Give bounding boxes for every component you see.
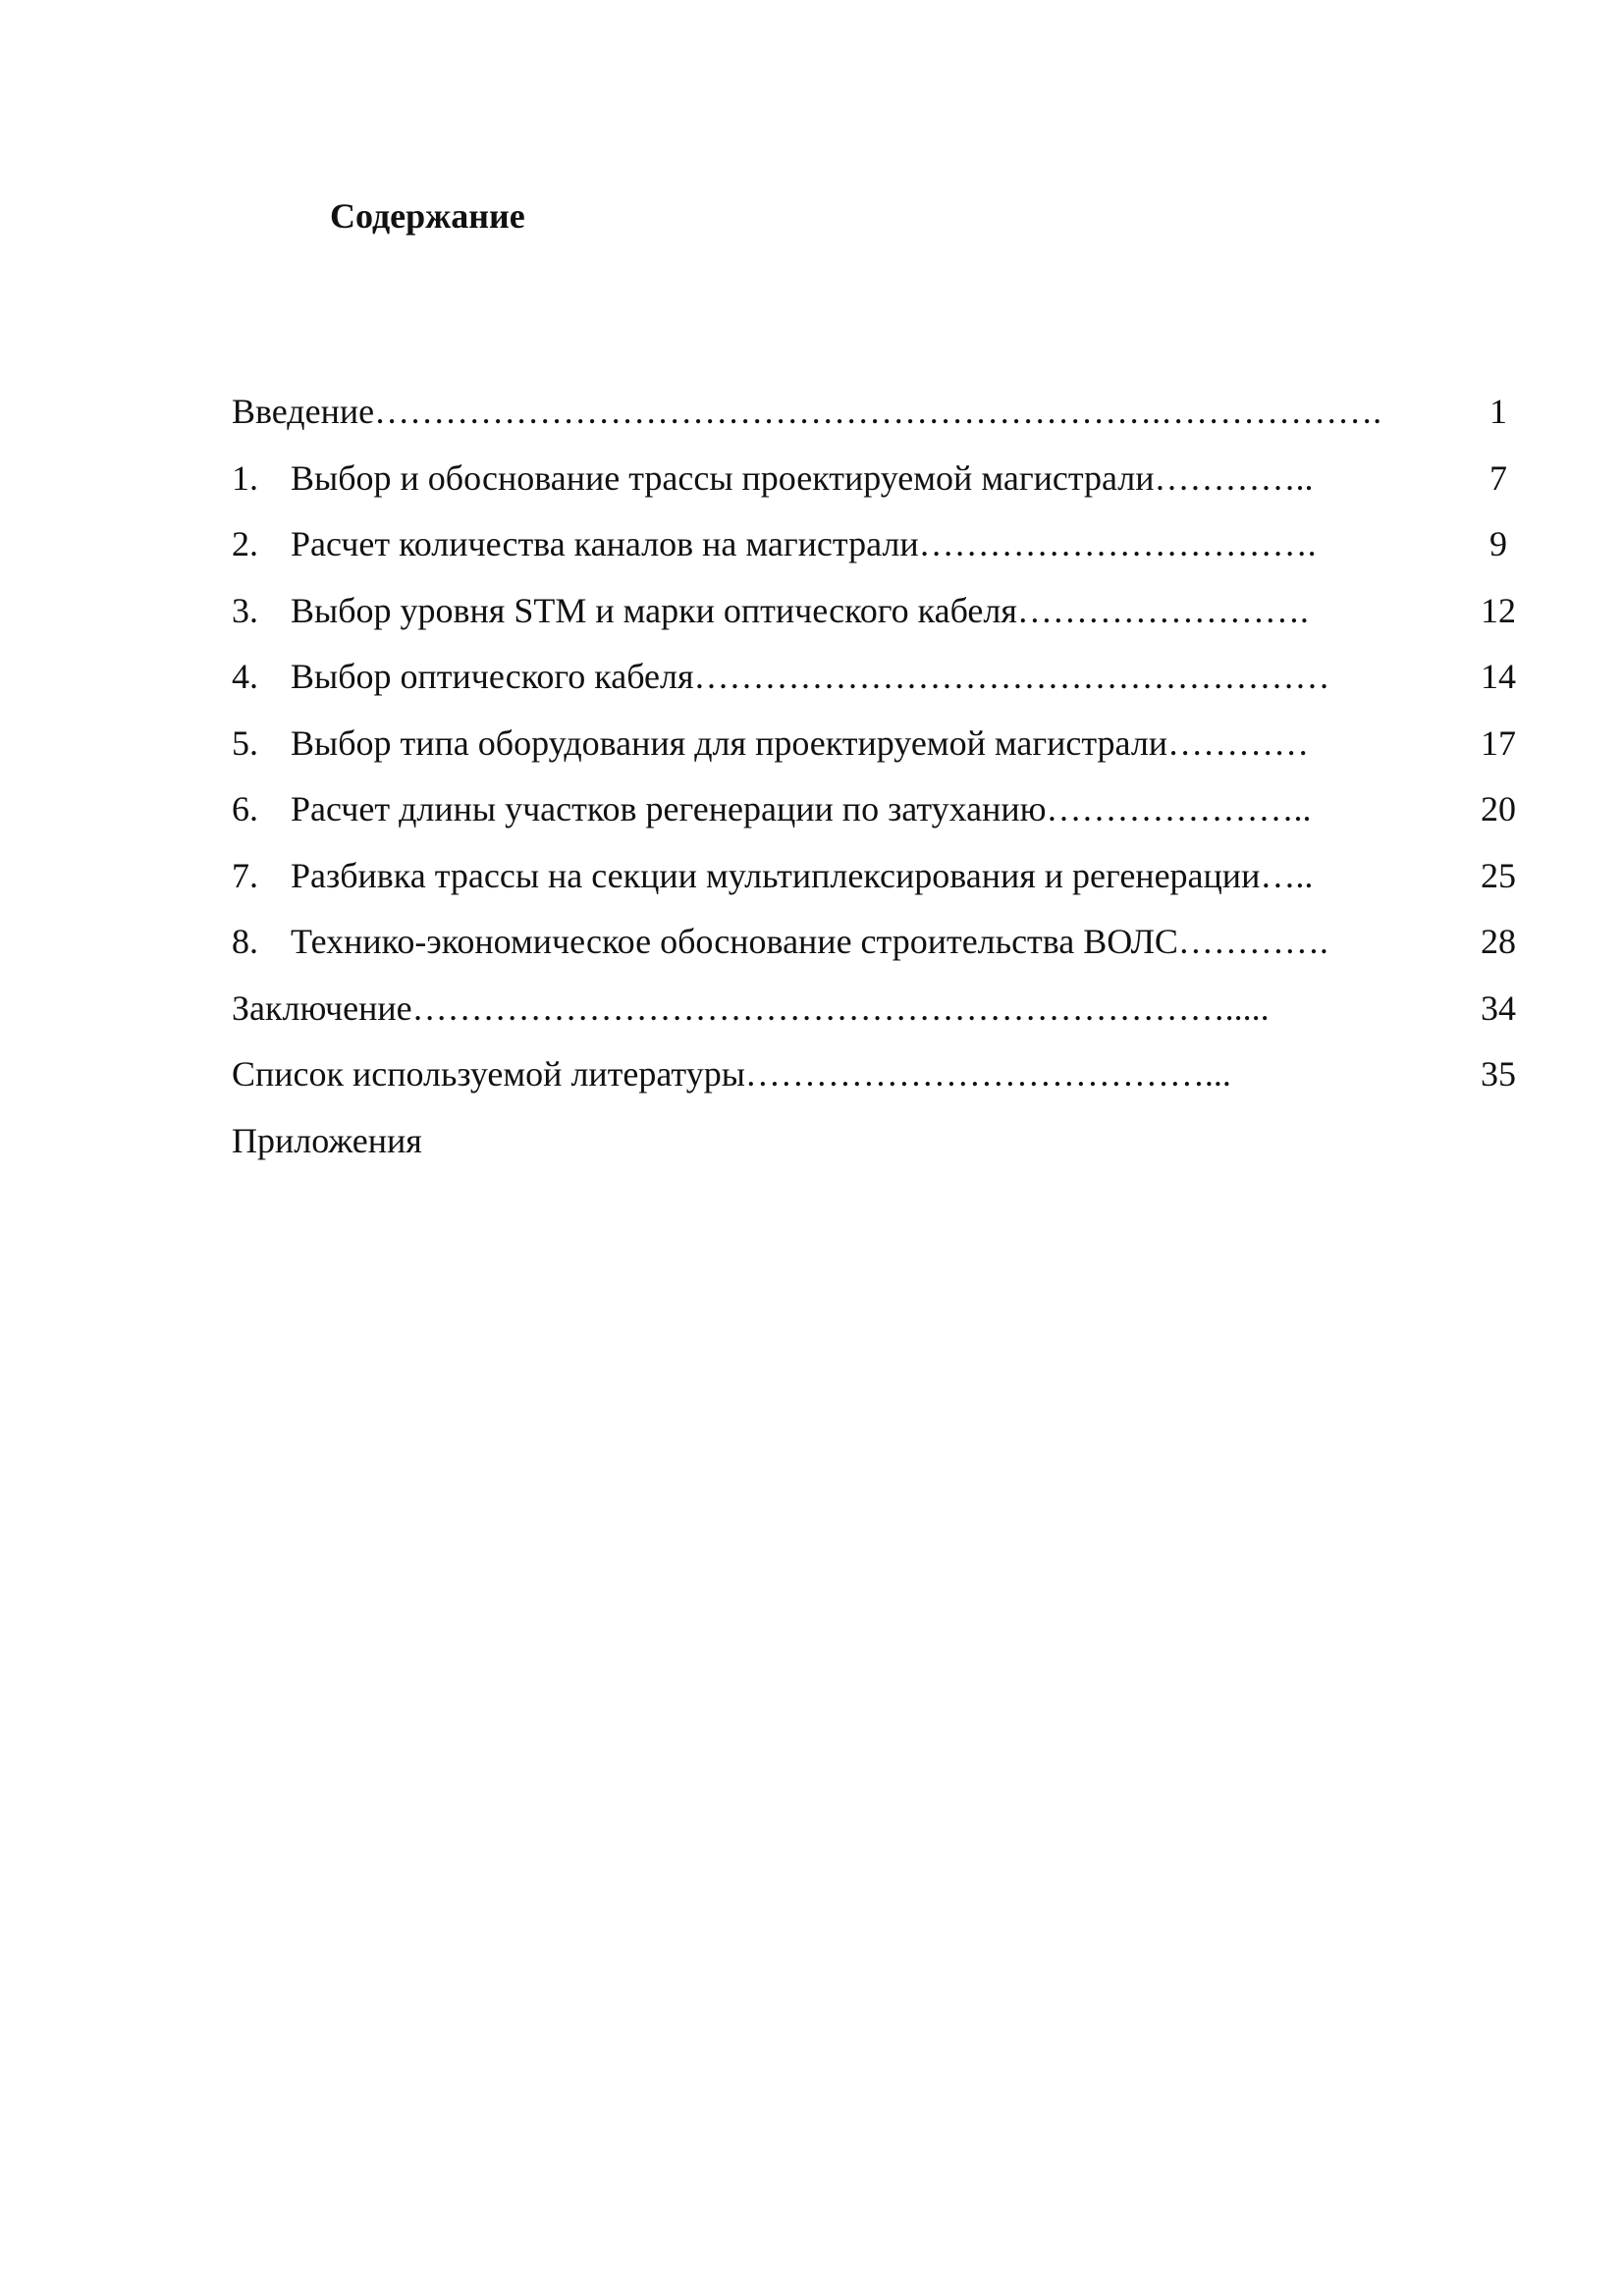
toc-entry-number: 2. [232,524,258,563]
toc-entry-number: 4. [232,657,258,696]
table-of-contents [232,387,1538,1182]
toc-entry-appendices [232,1116,1538,1183]
toc-entry-text: Выбор типа оборудования для проектируемой магистрали………… [291,722,1310,763]
toc-entry-page: 9 [1489,524,1507,563]
toc-entry-introduction [232,387,1538,454]
toc-entry-text: Выбор и обоснование трассы проектируемой магистрали………….. [291,457,1314,498]
toc-entry-7 [232,851,1538,918]
toc-entry-conclusion [232,984,1538,1050]
toc-entry-page: 35 [1481,1054,1516,1094]
toc-entry-number: 5. [232,722,258,763]
toc-entry-8 [232,917,1538,984]
toc-entry-number: 3. [232,590,258,630]
toc-entry-text: Расчет длины участков регенерации по затуханию………………….. [291,789,1312,828]
toc-entry-page: 17 [1481,722,1516,763]
toc-entry-page: 28 [1481,922,1516,961]
toc-entry-page: 34 [1481,988,1516,1028]
page-title: Содержание [330,196,525,236]
toc-entry-page: 25 [1481,855,1516,895]
toc-entry-text: Разбивка трассы на секции мультиплексирования и регенерации….. [291,855,1314,895]
toc-entry-text: Выбор уровня STM и марки оптического кабеля……………………. [291,590,1309,630]
toc-entry-6 [232,784,1538,851]
toc-entry-references [232,1049,1538,1116]
toc-entry-page: 1 [1489,392,1507,431]
toc-entry-2 [232,519,1538,586]
toc-entry-text: Список используемой литературы…………………………………... [232,1054,1231,1094]
toc-entry-text: Введение………………………………………………………….………………. [232,392,1382,431]
toc-entry-text: Технико-экономическое обоснование строительства ВОЛС…………. [291,922,1328,961]
toc-entry-page: 20 [1481,789,1516,828]
toc-entry-5 [232,719,1538,785]
toc-entry-number: 7. [232,855,258,895]
toc-entry-text: Заключение……………………………………………………………..... [232,988,1270,1028]
toc-entry-page: 12 [1481,590,1516,630]
toc-entry-number: 1. [232,457,258,498]
toc-entry-page: 7 [1489,457,1507,498]
toc-entry-3 [232,586,1538,653]
toc-entry-page: 14 [1481,657,1516,696]
toc-entry-text: Выбор оптического кабеля……………………………………………… [291,657,1330,696]
toc-entry-text: Приложения [232,1120,422,1160]
toc-entry-number: 8. [232,922,258,961]
toc-entry-number: 6. [232,789,258,828]
toc-entry-1 [232,454,1538,520]
toc-entry-4 [232,652,1538,719]
toc-entry-text: Расчет количества каналов на магистрали……………………………. [291,524,1317,563]
